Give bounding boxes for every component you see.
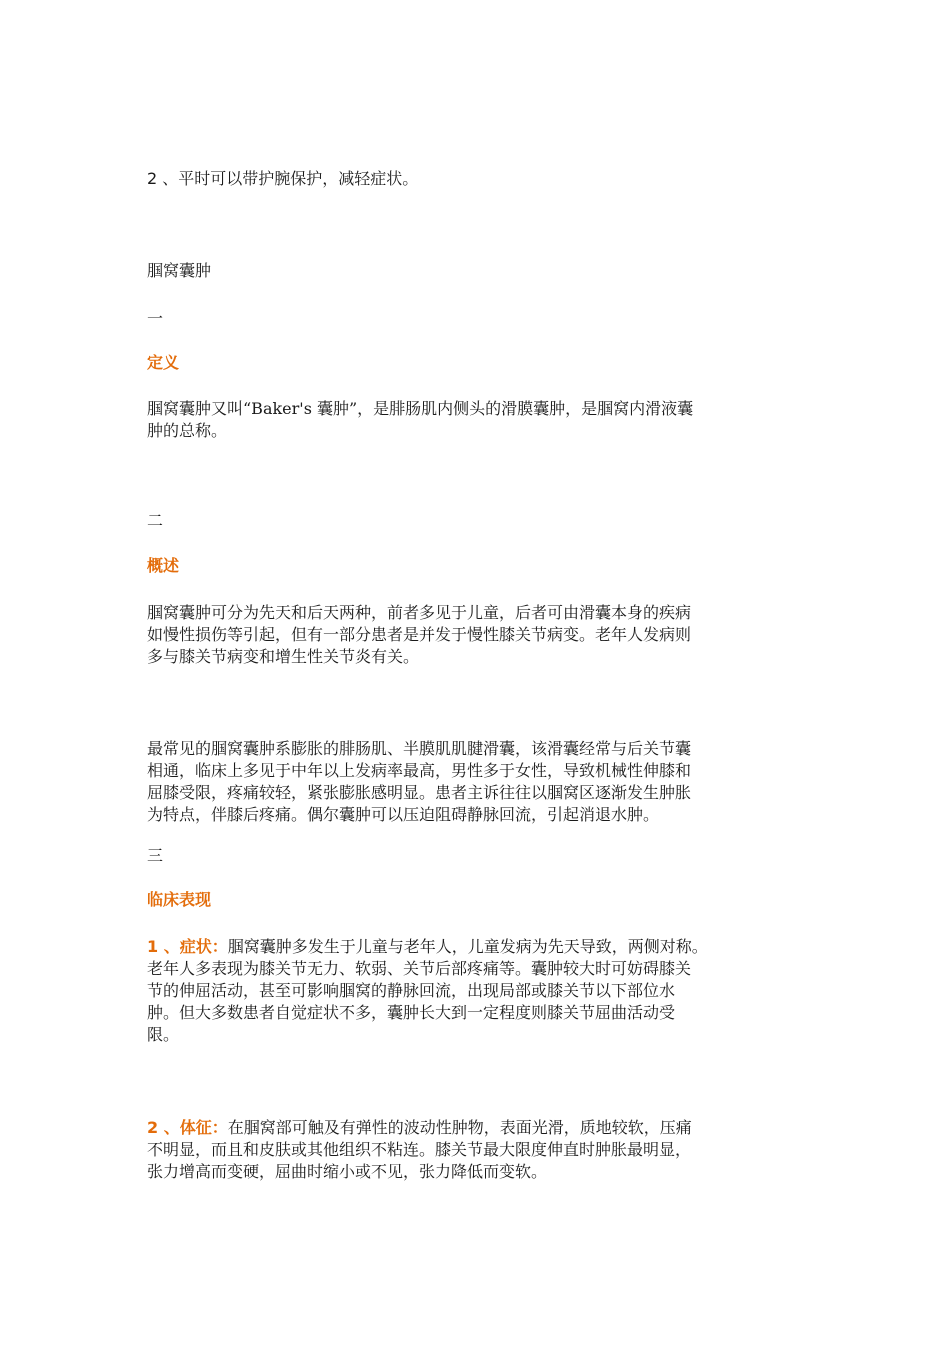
symptoms-text: 腘窝囊肿多发生于儿童与老年人，儿童发病为先天导致，两侧对称。	[227, 937, 708, 956]
section-heading-clinical: 临床表现	[147, 890, 212, 909]
paragraph-line: 腘窝囊肿可分为先天和后天两种，前者多见于儿童，后者可由滑囊本身的疾病	[147, 603, 692, 622]
paragraph-line	[147, 936, 708, 958]
paragraph-line: 老年人多表现为膝关节无力、软弱、关节后部疼痛等。囊肿较大时可妨碍膝关	[147, 959, 692, 978]
signs-text: 在腘窝部可触及有弹性的波动性肿物，表面光滑，质地较软，压痛	[227, 1118, 692, 1137]
paragraph-line: 为特点，伴膝后疼痛。偶尔囊肿可以压迫阻碍静脉回流，引起消退水肿。	[147, 805, 660, 824]
section-numeral-1: 一	[147, 309, 164, 328]
symptoms-label: 1 、症状：	[147, 937, 228, 956]
paragraph-line: 如慢性损伤等引起，但有一部分患者是并发于慢性膝关节病变。老年人发病则	[147, 625, 692, 644]
section-numeral-2: 二	[147, 511, 164, 530]
paragraph-line: 腘窝囊肿又叫“Baker's 囊肿”，是腓肠肌内侧头的滑膜囊肿，是腘窝内滑液囊	[147, 399, 694, 418]
paragraph-line: 节的伸屈活动，甚至可影响腘窝的静脉回流，出现局部或膝关节以下部位水	[147, 981, 676, 1000]
paragraph-line: 相通，临床上多见于中年以上发病率最高，男性多于女性，导致机械性伸膝和	[147, 761, 692, 780]
paragraph-line: 张力增高而变硬，屈曲时缩小或不见，张力降低而变软。	[147, 1162, 548, 1181]
paragraph-line: 最常见的腘窝囊肿系膨胀的腓肠肌、半膜肌肌腱滑囊，该滑囊经常与后关节囊	[147, 739, 692, 758]
list-text: 、平时可以带护腕保护，减轻症状。	[162, 169, 419, 188]
paragraph-line: 肿。但大多数患者自觉症状不多，囊肿长大到一定程度则膝关节屈曲活动受	[147, 1003, 676, 1022]
paragraph-line: 多与膝关节病变和增生性关节炎有关。	[147, 647, 420, 666]
paragraph-line: 不明显，而且和皮肤或其他组织不粘连。膝关节最大限度伸直时肿胀最明显，	[147, 1140, 692, 1159]
definition-paragraph	[147, 398, 693, 442]
paragraph-line: 屈膝受限，疼痛较轻，紧张膨胀感明显。患者主诉往往以腘窝区逐渐发生肿胀	[147, 783, 692, 802]
symptoms-paragraph	[147, 936, 708, 1046]
list-item-2	[147, 168, 418, 190]
section-numeral-3: 三	[147, 846, 164, 865]
overview-paragraph-2	[147, 738, 691, 826]
paragraph-line	[147, 1117, 692, 1139]
section-heading-overview: 概述	[147, 556, 180, 575]
paragraph-line: 限。	[147, 1025, 180, 1044]
list-number: 2	[147, 169, 158, 188]
overview-paragraph-1	[147, 602, 691, 668]
signs-paragraph	[147, 1117, 692, 1183]
paragraph-line: 肿的总称。	[147, 421, 228, 440]
section-heading-definition: 定义	[147, 353, 180, 372]
signs-label: 2 、体征：	[147, 1118, 228, 1137]
section-title: 腘窝囊肿	[147, 261, 212, 280]
